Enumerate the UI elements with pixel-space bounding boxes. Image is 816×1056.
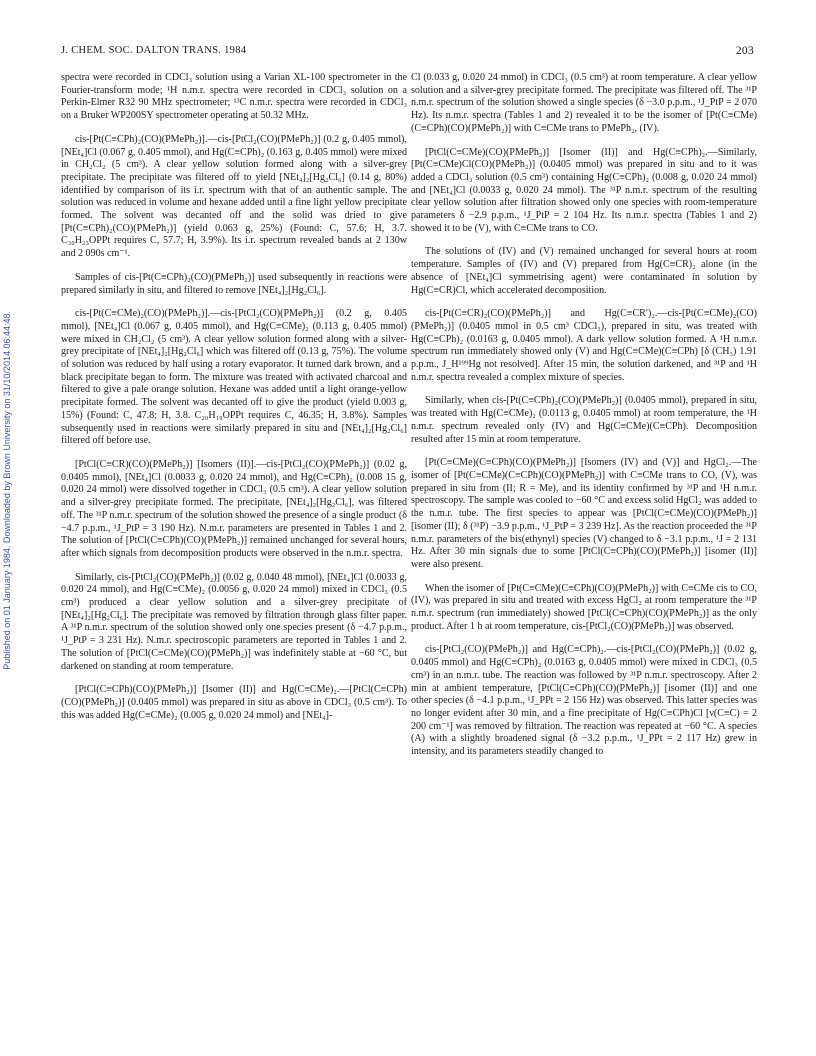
download-watermark-text[interactable]: Published on 01 January 1984. Downloaded by Brown University on 31/10/2014 06:44:48.	[2, 310, 12, 670]
paragraph: [PtCl(C≡CPh)(CO)(PMePh₂)] [Isomer (II)] and Hg(C≡CMe)₂.—[PtCl(C≡CPh)(CO)(PMePh₂)] (0.0405 mmol) was prepared in situ as above in CDCl₃ (0.5 cm³). To this was added Hg(C≡CMe)₂ (0.005 g, 0.020 24 mmol) and [NEt₄]-	[61, 684, 407, 721]
paragraph: cis-[PtCl₂(CO)(PMePh₂)] and Hg(C≡CPh)₂.—cis-[PtCl₂(CO)(PMePh₂)] (0.02 g, 0.0405 mmol) and Hg(C≡CPh)₂ (0.0163 g, 0.0405 mmol) were mixed in CDCl₃ (0.5 cm³) in an n.m.r. tube. The reaction was followed by ³¹P n.m.r. spectroscopy. After 2 min at ambient temperature, [PtCl(C≡CPh)(CO)(PMePh₂)] [isomer (II)] and one other species (δ −4.1 p.p.m., ¹J_PPt = 2 156 Hz) was observed. This latter species was no longer evident after 30 min, and a fine precipitate of Hg(C≡CPh)Cl [ν(C≡C) = 2 200 cm⁻¹] was removed by filtration. The reaction was repeated at −60 °C. A species (A) with a slightly broadened signal (δ −3.2 p.p.m., ¹J_PPt = 2 117 Hz) grew in intensity, and its parameters steadily changed to	[411, 644, 757, 758]
download-watermark	[0, 100, 14, 880]
left-column	[61, 72, 407, 1042]
paragraph: spectra were recorded in CDCl₃ solution using a Varian XL-100 spectrometer in the Fourier-transform mode; ¹H n.m.r. spectra were recorded in CDCl₃ solution on a Perkin-Elmer R32 90 MHz spectrometer; ¹³C n.m.r. spectra were recorded in CDCl₃ on a Bruker WP200SY spectrometer operating at 50.32 MHz.	[61, 72, 407, 122]
paragraph: Similarly, when cis-[Pt(C≡CPh)₂(CO)(PMePh₂)] (0.0405 mmol), prepared in situ, was treated with Hg(C≡CMe)₂ (0.0113 g, 0.0405 mmol) at room temperature, the ¹H n.m.r. spectrum revealed only (IV) and Hg(C≡CMe)(C≡CPh). Decomposition resulted after 15 min at room temperature.	[411, 395, 757, 445]
paragraph: When the isomer of [Pt(C≡CMe)(C≡CPh)(CO)(PMePh₂)] with C≡CMe cis to CO, (IV), was prepared in situ and treated with excess HgCl₂ at room temperature the ³¹P n.m.r. spectrum (run immediately) showed [PtCl(C≡CPh)(CO)(PMePh₂)] as the only product. After 1 h at room temperature, cis-[PtCl₂(CO)(PMePh₂)] was observed.	[411, 582, 757, 632]
paragraph: Cl (0.033 g, 0.020 24 mmol) in CDCl₃ (0.5 cm³) at room temperature. A clear yellow solution and a silver-grey precipitate formed. The precipitate was filtered off. The ³¹P n.m.r. spectrum of the solution showed a single species (δ −3.0 p.p.m., ¹J_PtP = 2 070 Hz). Its n.m.r. spectra (Tables 1 and 2) revealed it to be the isomer of [Pt(C≡CMe)(C≡CPh)(CO)(PMePh₂)] with C≡CMe trans to PMePh₂, (IV).	[411, 72, 757, 134]
paragraph: cis-[Pt(C≡CPh)₂(CO)(PMePh₂)].—cis-[PtCl₂(CO)(PMePh₂)] (0.2 g, 0.405 mmol), [NEt₄]Cl (0.067 g, 0.405 mmol), and Hg(C≡CPh)₂ (0.163 g, 0.405 mmol) were mixed in CH₂Cl₂ (5 cm³). A clear yellow solution formed along with a silver-grey precipitate. The precipitate was filtered off to yield [NEt₄]₂[Hg₂Cl₆] (0.14 g, 80%) identified by comparison of its i.r. spectrum with that of an authentic sample. The solution was reduced in volume and hexane added until a fine light yellow precipitate formed. The solvent was decanted off and the solid was dried to give [Pt(C≡CPh)₂(CO)(PMePh₂)] (yield 0.063 g, 25%) (Found: C, 57.6; H, 3.7. C₃₀H₂₃OPPt requires C, 57.7; H, 3.9%). Its i.r. spectrum revealed bands at 2 130w and 2 090s cm⁻¹.	[61, 133, 407, 260]
right-column	[411, 72, 757, 1042]
page-number: 203	[735, 45, 754, 57]
paragraph: [PtCl(C≡CR)(CO)(PMePh₂)] [Isomers (II)].—cis-[PtCl₂(CO)(PMePh₂)] (0.02 g, 0.0405 mmol), [NEt₄]Cl (0.0033 g, 0.020 24 mmol), and Hg(C≡CPh)₂ (0.008 15 g, 0.020 24 mmol) were dissolved together in CDCl₃ (0.5 cm³). A clear yellow solution and a silver-grey precipitate formed. The precipitate, [NEt₄]₂[Hg₂Cl₆], was filtered off. The ³¹P n.m.r. spectrum of the solution showed the presence of a single product (δ −4.7 p.p.m., ¹J_PtP = 3 190 Hz). N.m.r. parameters are presented in Tables 1 and 2. The solution of [PtCl(C≡CPh)(CO)(PMePh₂)] remained unchanged for several hours, after which signals from decomposition products were observed in the n.m.r. spectra.	[61, 458, 407, 559]
paragraph: cis-[Pt(C≡CMe)₂(CO)(PMePh₂)].—cis-[PtCl₂(CO)(PMePh₂)] (0.2 g, 0.405 mmol), [NEt₄]Cl (0.067 g, 0.405 mmol), and Hg(C≡CMe)₂ (0.113 g, 0.405 mmol) were mixed in CH₂Cl₂ (5 cm³). A clear yellow solution formed along with a silver-grey precipitate of [NEt₄]₂[Hg₂Cl₆] which was filtered off (0.13 g, 75%). The volume of solution was reduced by half using a rotary evaporator. It turned dark brown, and a black precipitate began to form. The mixture was treated with activated charcoal and filtered to give a pale orange solution. Hexane was added until a light orange-yellow precipitate formed. The solvent was decanted off to give the product (yield 0.003 g, 15%) (Found: C, 47.8; H, 3.8. C₂₀H₁₉OPPt requires C, 46.35; H, 3.8%). Samples subsequently used in reactions were similarly prepared in situ and [NEt₄]₂[Hg₂Cl₆] filtered off before use.	[61, 308, 407, 447]
paragraph: Similarly, cis-[PtCl₂(CO)(PMePh₂)] (0.02 g, 0.040 48 mmol), [NEt₄]Cl (0.0033 g, 0.020 24 mmol), and Hg(C≡CMe)₂ (0.0056 g, 0.020 24 mmol) mixed in CDCl₃ (0.5 cm³) produced a clear yellow solution and a silver-grey precipitate of [NEt₄]₂[Hg₂Cl₆]. The precipitate was removed by filtration through glass filter paper. A ³¹P n.m.r. spectrum of the solution showed only one species present (δ −4.7 p.p.m., ¹J_PtP = 3 231 Hz). N.m.r. spectroscopic parameters are reported in Tables 1 and 2. The solution of [PtCl(C≡CMe)(CO)(PMePh₂)] was indefinitely stable at −60 °C, but darkened on standing at room temperature.	[61, 571, 407, 672]
paragraph: The solutions of (IV) and (V) remained unchanged for several hours at room temperature. Samples of (IV) and (V) prepared from Hg(C≡CR)₂ alone (in the absence of [NEt₄]Cl symmetrising agent) were contaminated in solution by Hg(C≡CR)Cl, which accelerated decomposition.	[411, 246, 757, 296]
running-header	[61, 45, 754, 61]
paragraph: [Pt(C≡CMe)(C≡CPh)(CO)(PMePh₂)] [Isomers (IV) and (V)] and HgCl₂.—The isomer of [Pt(C≡CMe)(C≡CPh)(CO)(PMePh₂)] with C≡CMe trans to CO, (V), was prepared in situ from (II; R = Me), and its identity confirmed by ³¹P and ¹H n.m.r. spectroscopy. The sample was cooled to −60 °C and excess solid HgCl₂ was added to the n.m.r. tube. The first species to appear was [PtCl(C≡CMe)(CO)(PMePh₂)] [isomer (II); δ (³¹P) −3.9 p.p.m., ¹J_PtP = 3 239 Hz]. As the reaction proceeded the ³¹P n.m.r. parameters of the bis(ethynyl) species (V) changed to δ −3.1 p.p.m., ¹J = 2 131 Hz. After 30 min signals due to some [PtCl(C≡CPh)(CO)(PMePh₂)] [isomer (II)] were also present.	[411, 457, 757, 570]
paragraph: Samples of cis-[Pt(C≡CPh)₂(CO)(PMePh₂)] used subsequently in reactions were prepared similarly in situ, and filtered to remove [NEt₄]₂[Hg₂Cl₆].	[61, 271, 407, 296]
paragraph: cis-[Pt(C≡CR)₂(CO)(PMePh₂)] and Hg(C≡CR′)₂.—cis-[Pt(C≡CMe)₂(CO)(PMePh₂)] (0.0405 mmol in 0.5 cm³ CDCl₃), prepared in situ, was treated with Hg(C≡CPh)₂ (0.0163 g, 0.0405 mmol). A dark yellow solution formed. A ¹H n.m.r. spectrum run immediately showed only (V) and Hg(C≡CMe)(C≡CPh) [δ (CH₃) 1.91 p.p.m., J_H¹⁹⁹Hg not resolved]. After 15 min, the solution darkened, and ³¹P and ¹H n.m.r. spectra revealed a complex mixture of species.	[411, 308, 757, 383]
journal-title: J. CHEM. SOC. DALTON TRANS. 1984	[61, 45, 247, 56]
paragraph: [PtCl(C≡CMe)(CO)(PMePh₂)] [Isomer (II)] and Hg(C≡CPh)₂.—Similarly, [Pt(C≡CMe)Cl(CO)(PMePh₂)] (0.0405 mmol) was prepared in situ and to it was added a CDCl₃ solution (0.5 cm³) containing Hg(C≡CPh)₂ (0.008 g, 0.020 24 mmol) and [NEt₄]Cl (0.0033 g, 0.020 24 mmol). The ³¹P n.m.r. spectrum of the resulting clear yellow solution after filtration showed only one species with room-temperature parameters δ −2.9 p.p.m., ¹J_PtP = 2 104 Hz. Its n.m.r. spectra (Tables 1 and 2) showed it to be (V), with C≡CMe trans to CO.	[411, 146, 757, 234]
